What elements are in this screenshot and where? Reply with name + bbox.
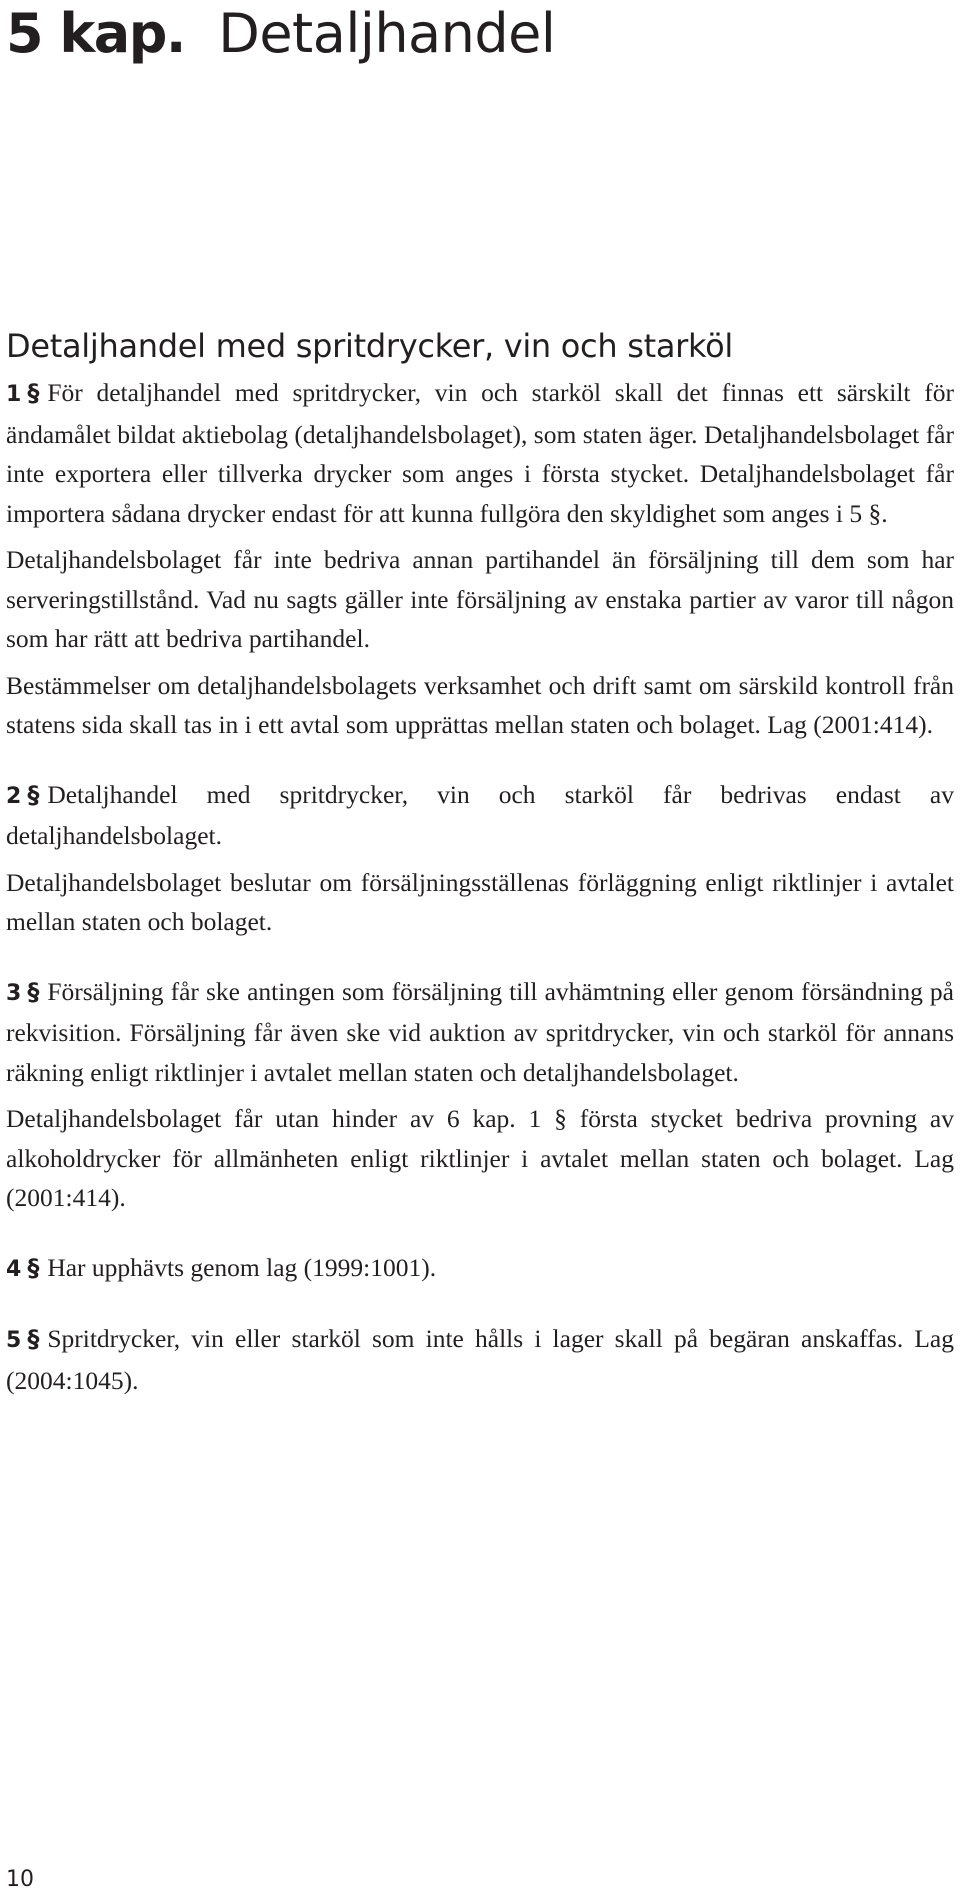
paragraph-text: Spritdrycker, vin eller starköl som inte hålls i lager skall på begäran anskaffas. Lag (2004:1045). xyxy=(6,1324,954,1395)
section-number: 3 xyxy=(6,980,22,1006)
sections-body xyxy=(6,373,954,1400)
section-3-paragraph-1 xyxy=(6,972,954,1093)
paragraph-text: Har upphävts genom lag (1999:1001). xyxy=(47,1252,437,1282)
chapter-number: 5 kap. xyxy=(6,2,185,65)
section-1 xyxy=(6,373,954,745)
paragraph-symbol: § xyxy=(27,1253,40,1282)
section-3 xyxy=(6,972,954,1218)
section-title: Detaljhandel med spritdrycker, vin och starköl xyxy=(6,327,733,365)
paragraph-text: Detaljhandel med spritdrycker, vin och starköl får bedrivas endast av detaljhandelsbolaget. xyxy=(6,779,954,850)
page-number: 10 xyxy=(6,1867,34,1892)
section-4 xyxy=(6,1248,954,1290)
paragraph-text: För detaljhandel med spritdrycker, vin och starköl skall det finnas ett särskilt för ändamålet bildat aktiebolag (detaljhandelsbolaget), som staten äger. Detaljhandelsbolaget får inte exportera eller tillverka drycker som anges i första stycket. Detaljhandelsbolaget får importera sådana drycker endast för att kunna fullgöra den skyldighet som anges i 5 §. xyxy=(6,378,954,528)
chapter-heading xyxy=(6,2,555,66)
paragraph-symbol: § xyxy=(27,1325,40,1353)
paragraph-symbol: § xyxy=(27,379,40,407)
section-1-paragraph-3: Bestämmelser om detaljhandelsbolagets verksamhet och drift samt om särskild kontroll från statens sida skall tas in i ett avtal som upprättas mellan staten och bolaget. Lag (2001:414). xyxy=(6,670,954,739)
section-number: 5 xyxy=(6,1328,22,1353)
section-2-paragraph-1 xyxy=(6,775,954,856)
section-number: 1 xyxy=(6,382,22,407)
section-1-paragraph-2: Detaljhandelsbolaget får inte bedriva annan partihandel än försäljning till dem som har serveringstillstånd. Vad nu sagts gäller inte försäljning av enstaka partier av varor till någon som har rätt att bedriva partihandel. xyxy=(6,545,954,653)
section-number: 2 xyxy=(6,783,22,809)
paragraph-text: Försäljning får ske antingen som försäljning till avhämtning eller genom försändning på rekvisition. Försäljning får även ske vid auktion av spritdrycker, vin och starköl för annans räkning enligt riktlinjer i avtalet mellan staten och detaljhandelsbolaget. xyxy=(6,976,954,1087)
section-3-paragraph-2: Detaljhandelsbolaget får utan hinder av 6 kap. 1 § första stycket bedriva provning av alkoholdrycker för allmänheten enligt riktlinjer i avtalet mellan staten och bolaget. Lag (2001:414). xyxy=(6,1104,954,1212)
paragraph-symbol: § xyxy=(27,780,40,809)
section-1-paragraph-1 xyxy=(6,373,954,533)
section-2-paragraph-2: Detaljhandelsbolaget beslutar om försäljningsställenas förläggning enligt riktlinjer i avtalet mellan staten och bolaget. xyxy=(6,867,954,936)
section-4-paragraph-1 xyxy=(6,1248,954,1290)
section-2 xyxy=(6,775,954,942)
section-5 xyxy=(6,1319,954,1400)
chapter-title: Detaljhandel xyxy=(218,2,556,65)
section-number: 4 xyxy=(6,1256,22,1282)
paragraph-symbol: § xyxy=(27,977,40,1006)
section-5-paragraph-1 xyxy=(6,1319,954,1400)
